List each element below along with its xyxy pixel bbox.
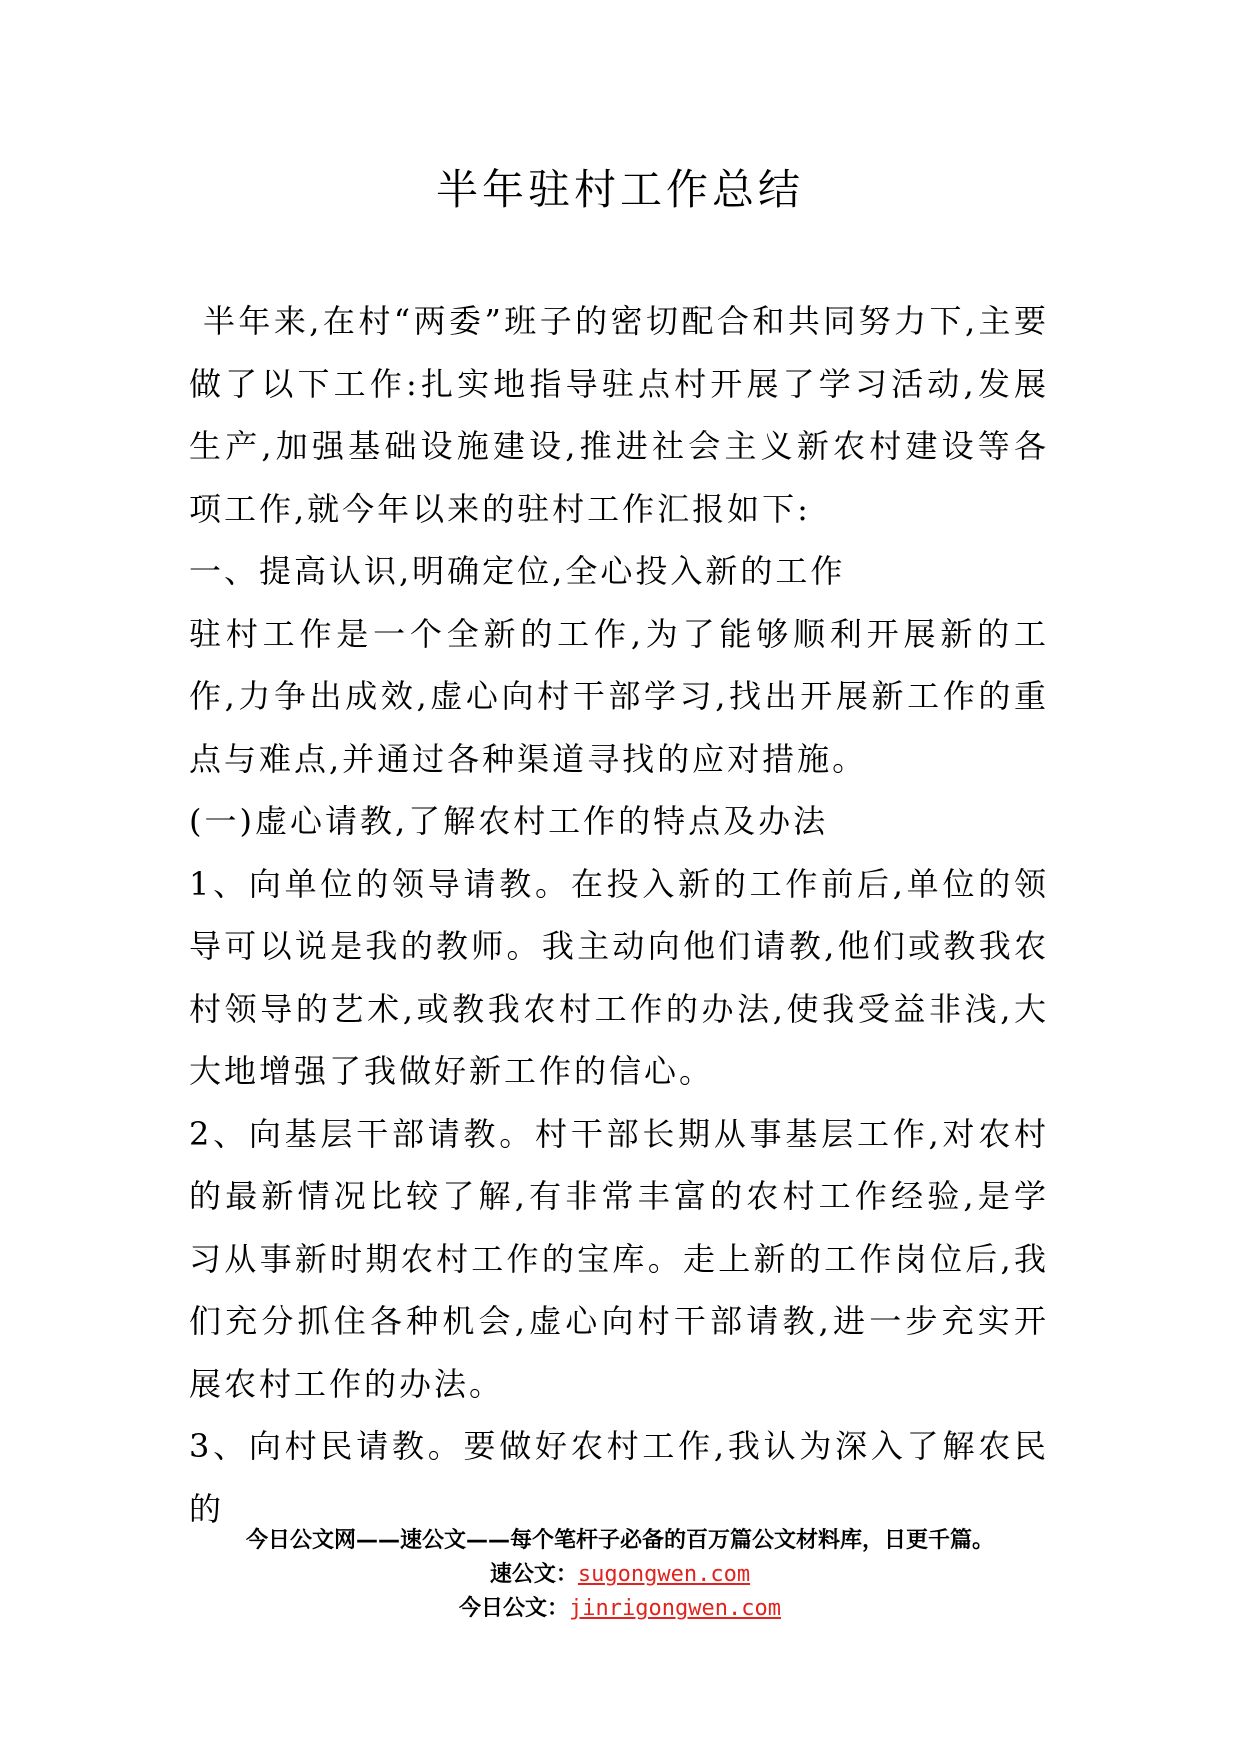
footer-tagline: 今日公文网——速公文——每个笔杆子必备的百万篇公文材料库，日更千篇。 xyxy=(245,1528,994,1553)
jinrigongwen-link[interactable]: jinrigongwen.com xyxy=(569,1596,781,1621)
paragraph-section-1: 驻村工作是一个全新的工作,为了能够顺利开展新的工作,力争出成效,虚心向村干部学习,找出开展新工作的重点与难点,并通过各种渠道寻找的应对措施。 xyxy=(189,614,1049,778)
subsection-heading-1: (一)虚心请教,了解农村工作的特点及办法 xyxy=(189,802,829,840)
sugongwen-label: 速公文： xyxy=(489,1562,578,1587)
list-item-1: 1、向单位的领导请教。在投入新的工作前后,单位的领导可以说是我的教师。我主动向他们请教,他们或教我农村领导的艺术,或教我农村工作的办法,使我受益非浅,大大地增强了我做好新工作的信心。 xyxy=(189,864,1049,1090)
section-heading-1: 一、提高认识,明确定位,全心投入新的工作 xyxy=(189,552,846,590)
list-item-2: 2、向基层干部请教。村干部长期从事基层工作,对农村的最新情况比较了解,有非常丰富的农村工作经验,是学习从事新时期农村工作的宝库。走上新的工作岗位后,我们充分抓住各种机会,虚心向村干部请教,进一步充实开展农村工作的办法。 xyxy=(189,1114,1049,1403)
paragraph-intro: 半年来,在村“两委”班子的密切配合和共同努力下,主要做了以下工作:扎实地指导驻点村开展了学习活动,发展生产,加强基础设施建设,推进社会主义新农村建设等各项工作,就今年以来的驻村工作汇报如下: xyxy=(189,302,1049,528)
document-body xyxy=(189,290,1049,1540)
footer xyxy=(0,1524,1240,1626)
list-item-3: 3、向村民请教。要做好农村工作,我认为深入了解农民的 xyxy=(189,1427,1049,1528)
sugongwen-link[interactable]: sugongwen.com xyxy=(577,1562,751,1587)
page-title: 半年驻村工作总结 xyxy=(435,165,804,214)
jinri-label: 今日公文： xyxy=(459,1596,570,1621)
footer-jinri-row xyxy=(0,1592,1240,1626)
footer-sugongwen-row xyxy=(0,1558,1240,1592)
